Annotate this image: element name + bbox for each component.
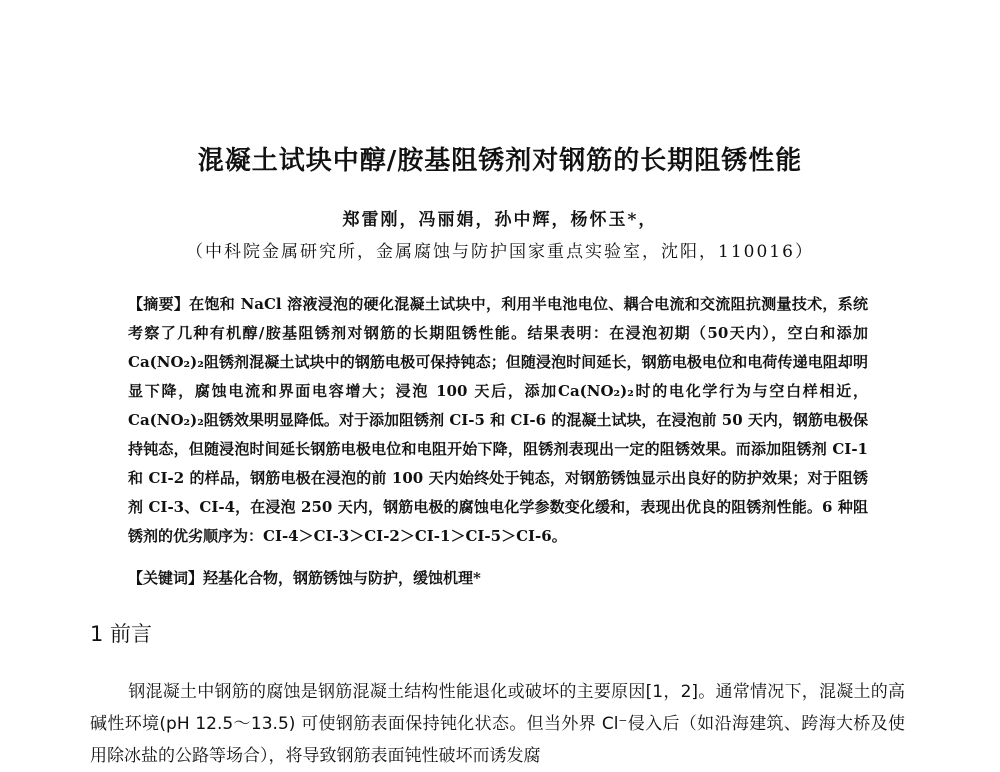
paper-title: 混凝土试块中醇/胺基阻锈剂对钢筋的长期阻锈性能 — [197, 146, 803, 176]
body-paragraph — [90, 676, 905, 772]
abstract-text: 在饱和 NaCl 溶液浸泡的硬化混凝土试块中，利用半电池电位、耦合电流和交流阻抗测量技术，系统考察了几种有机醇/胺基阻锈剂对钢筋的长期阻锈性能。结果表明：在浸泡初期（50天内），空白和添加 Ca(NO₂)₂阻锈剂混凝土试块中的钢筋电极可保持钝态；但随浸泡时间延长，钢筋电极电位和电荷传递电阻却明显下降，腐蚀电流和界面电容增大；浸泡 100 天后，添加Ca(NO₂)₂时的电化学行为与空白样相近，Ca(NO₂)₂阻锈效果明显降低。对于添加阻锈剂 CI-5 和 CI-6 的混凝土试块，在浸泡前 50 天内，钢筋电极保持钝态，但随浸泡时间延长钢筋电极电位和电阻开始下降，阻锈剂表现出一定的阻锈效果。而添加阻锈剂 CI-1 和 CI-2 的样品，钢筋电极在浸泡的前 100 天内始终处于钝态，对钢筋锈蚀显示出良好的防护效果；对于阻锈剂 CI-3、CI-4，在浸泡 250 天内，钢筋电极的腐蚀电化学参数变化缓和，表现出优良的阻锈剂性能。6 种阻锈剂的优劣顺序为：CI-4＞CI-3＞CI-2＞CI-1＞CI-5＞CI-6。 — [128, 295, 868, 545]
keywords-label: 【关键词】 — [128, 569, 204, 587]
affiliation: （中科院金属研究所，金属腐蚀与防护国家重点实验室，沈阳，110016） — [186, 242, 814, 262]
section-heading: 1 前言 — [90, 622, 153, 646]
abstract-label: 【摘要】 — [128, 295, 190, 313]
keywords — [128, 566, 868, 590]
author-list: 郑雷刚，冯丽娟，孙中辉，杨怀玉*， — [342, 210, 658, 230]
body-paragraph-text: 钢混凝土中钢筋的腐蚀是钢筋混凝土结构性能退化或破坏的主要原因[1，2]。通常情况下，混凝土的高碱性环境(pH 12.5～13.5) 可使钢筋表面保持钝化状态。但当外界 Cl⁻侵入后（如沿海建筑、跨海大桥及使用除冰盐的公路等场合），将导致钢筋表面钝性破坏而诱发腐 — [90, 682, 905, 766]
abstract — [128, 290, 868, 551]
keywords-text: 羟基化合物，钢筋锈蚀与防护，缓蚀机理* — [203, 569, 481, 587]
